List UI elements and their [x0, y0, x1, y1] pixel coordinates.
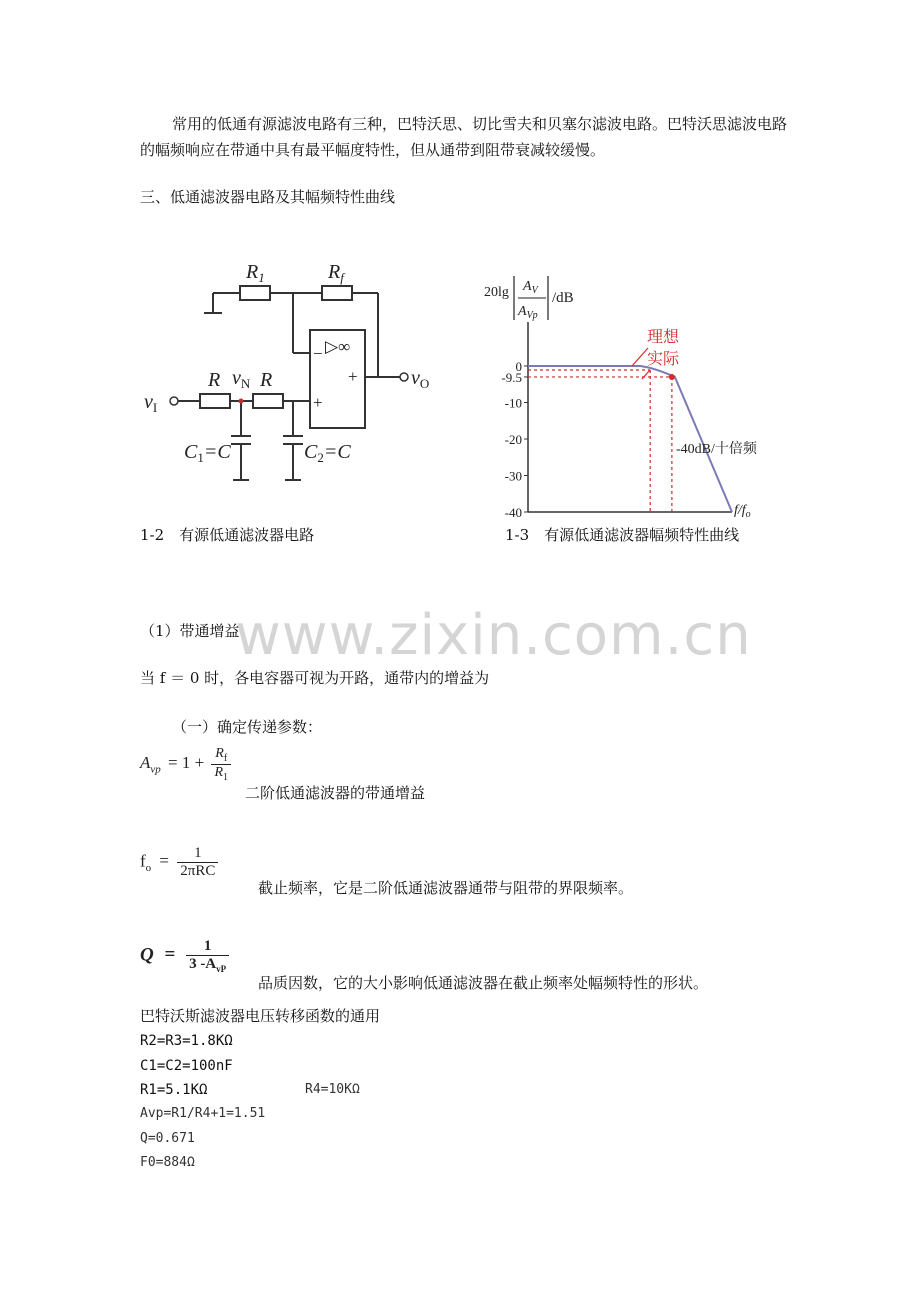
value-r4: R4=10KΩ	[305, 1082, 360, 1097]
legend-actual: 实际	[647, 351, 680, 368]
value-q: Q=0.671	[140, 1131, 195, 1146]
series-line-ideal	[528, 366, 732, 512]
opamp-plus-out: +	[348, 367, 358, 386]
opamp-symbol: ▷∞	[325, 337, 351, 356]
formula-avp: $A_{vp} = 1$ + $\frac{R_f}{R_1}$	[140, 746, 231, 783]
value-r2-r3: R2=R3=1.8KΩ	[140, 1033, 233, 1049]
formula-q: Q = $\frac{1}{3 -A_{vP}}$	[140, 938, 229, 974]
vo-label: $v_O$	[411, 367, 430, 391]
gain-text: 当 f ＝ 0 时，各电容器可视为开路，通带内的增益为	[140, 669, 490, 687]
c2-label: $C_2=C$	[304, 441, 351, 465]
svg-text:20lg: 20lg	[484, 285, 509, 300]
y-tick-label: -20	[504, 432, 522, 447]
formula-q-desc: 品质因数，它的大小影响低通滤波器在截止频率处幅频特性的形状。	[258, 974, 709, 992]
formula-avp-desc: 二阶低通滤波器的带通增益	[245, 784, 426, 802]
opamp-minus: −	[313, 344, 323, 363]
r-label-a: R	[208, 369, 221, 391]
value-f0: F0=884Ω	[140, 1155, 195, 1170]
watermark: www.zixin.com.cn	[235, 603, 752, 668]
y-tick-label: -30	[504, 468, 522, 484]
value-avp: Avp=R1/R4+1=1.51	[140, 1106, 266, 1121]
rf-label: $R_f$	[328, 261, 344, 285]
opamp-plus-in: +	[313, 393, 323, 412]
ideal-arrow	[632, 348, 648, 366]
y-tick-label: -10	[504, 395, 522, 411]
circuit-caption: 1-2 有源低通滤波器电路	[140, 526, 315, 544]
frequency-response-chart	[480, 262, 780, 517]
r-label-b: R	[260, 369, 273, 391]
r1-label: $R_1$	[246, 261, 265, 285]
formula-fo-desc: 截止频率，它是二阶低通滤波器通带与阻带的界限频率。	[258, 879, 634, 897]
chart-xlabel: $f/f_o$	[734, 503, 751, 517]
gain-heading: （1）带通增益	[140, 622, 240, 640]
actual-arrow	[642, 370, 650, 379]
y-tick-label: -40	[504, 505, 522, 517]
formula-fo: $f_o$ = $\frac{1}{\text{2πRC}}$	[140, 845, 218, 880]
vn-label: $v_N$	[232, 367, 251, 391]
chart-ylabel	[484, 276, 574, 321]
circuit-diagram	[140, 248, 440, 498]
svg-text:/dB: /dB	[552, 290, 574, 306]
legend-ideal: 理想	[647, 329, 680, 346]
y-tick-label: 0	[515, 359, 522, 374]
chart-caption: 1-3 有源低通滤波器幅频特性曲线	[505, 526, 740, 544]
svg-text:AVp: $A_{Vp}$	[518, 304, 538, 321]
section-heading: 三、低通滤波器电路及其幅频特性曲线	[140, 188, 396, 206]
vi-label: $v_I$	[144, 391, 158, 415]
value-c1-c2: C1=C2=100nF	[140, 1058, 233, 1074]
c1-label: $C_1=C$	[184, 441, 231, 465]
svg-text:AV: $A_V$	[523, 279, 538, 296]
value-r1: R1=5.1KΩ	[140, 1082, 208, 1098]
butterworth-heading: 巴特沃斯滤波器电压转移函数的通用	[140, 1007, 381, 1025]
intro-paragraph: 常用的低通有源滤波电路有三种，巴特沃思、切比雪夫和贝塞尔滤波电路。巴特沃思滤波电路的幅频响应在带通中具有最平幅度特性，但从通带到阻带衰减较缓慢。	[140, 115, 788, 159]
y-tick-label: -9.5	[501, 369, 522, 385]
slope-annotation: -40dB/十倍频	[676, 442, 757, 457]
params-heading: （一）确定传递参数：	[172, 718, 323, 736]
series-point-actual	[669, 374, 675, 380]
